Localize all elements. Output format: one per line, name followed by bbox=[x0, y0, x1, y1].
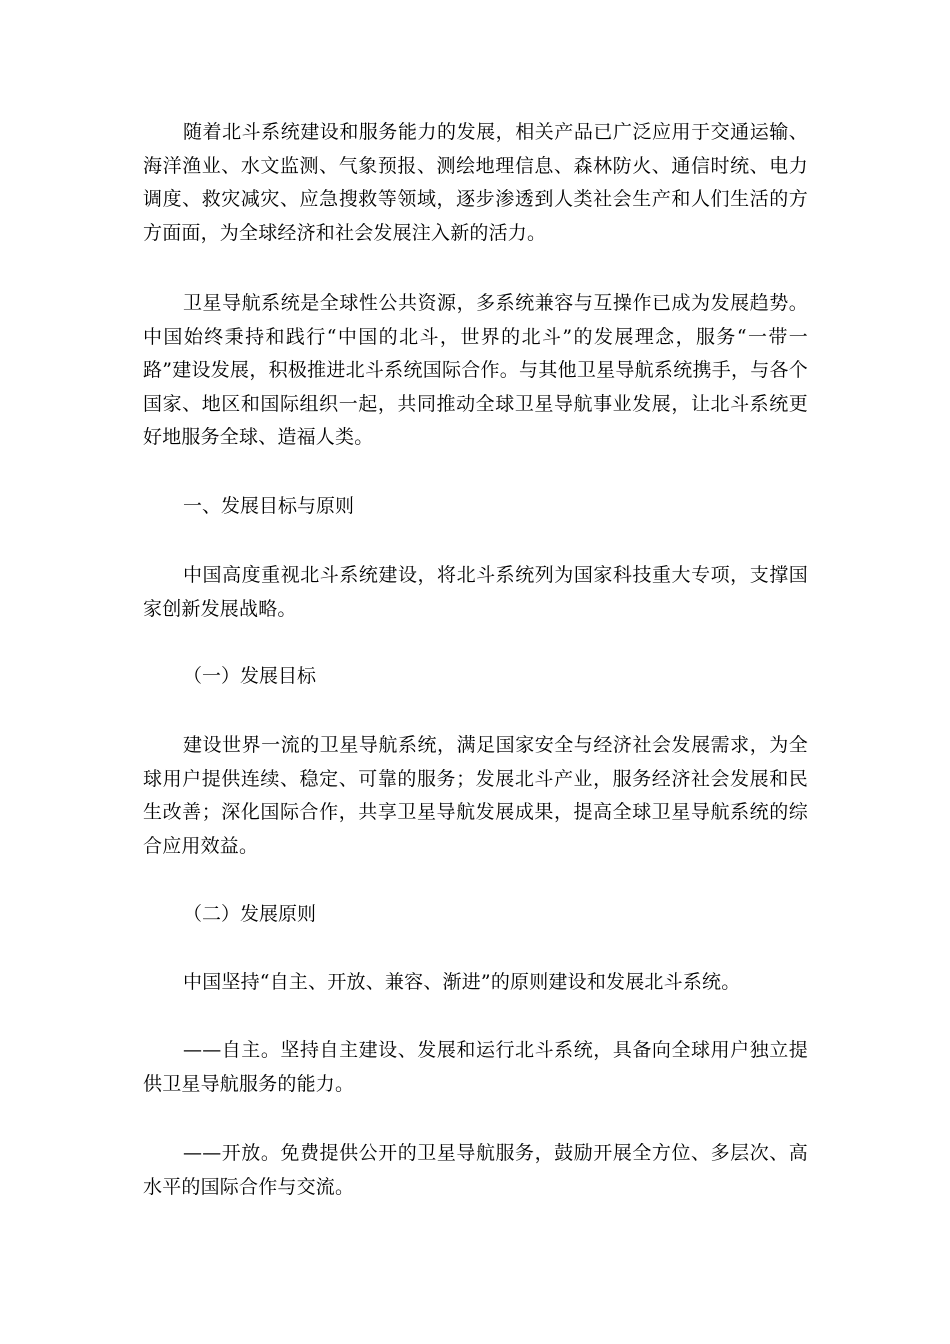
subheading-development-principles: （二）发展原则 bbox=[183, 903, 317, 925]
paragraph-principles-summary: 中国坚持“自主、开放、兼容、渐进”的原则建设和发展北斗系统。 bbox=[183, 971, 741, 993]
paragraph-national-priority: 中国高度重视北斗系统建设，将北斗系统列为国家科技重大专项，支撑国家创新发展战略。 bbox=[143, 564, 808, 620]
subheading-development-goals: （一）发展目标 bbox=[183, 665, 317, 687]
paragraph-goals-detail: 建设世界一流的卫星导航系统，满足国家安全与经济社会发展需求，为全球用户提供连续、稳定、可靠的服务；发展北斗产业，服务经济社会发展和民生改善；深化国际合作，共享卫星导航发展成果，提高全球卫星导航系统的综合应用效益。 bbox=[143, 734, 808, 857]
paragraph-international-cooperation: 卫星导航系统是全球性公共资源，多系统兼容与互操作已成为发展趋势。中国始终秉持和践行“中国的北斗，世界的北斗”的发展理念，服务“一带一路”建设发展，积极推进北斗系统国际合作。与其他卫星导航系统携手，与各个国家、地区和国际组织一起，共同推动全球卫星导航事业发展，让北斗系统更好地服务全球、造福人类。 bbox=[143, 292, 808, 448]
section-heading-goals-principles: 一、发展目标与原则 bbox=[183, 495, 355, 517]
paragraph-application-fields: 随着北斗系统建设和服务能力的发展，相关产品已广泛应用于交通运输、海洋渔业、水文监测、气象预报、测绘地理信息、森林防火、通信时统、电力调度、救灾减灾、应急搜救等领域，逐步渗透到人类社会生产和人们生活的方方面面，为全球经济和社会发展注入新的活力。 bbox=[143, 121, 808, 244]
paragraph-principle-open: ——开放。免费提供公开的卫星导航服务，鼓励开展全方位、多层次、高水平的国际合作与交流。 bbox=[143, 1142, 808, 1198]
paragraph-principle-independent: ——自主。坚持自主建设、发展和运行北斗系统，具备向全球用户独立提供卫星导航服务的能力。 bbox=[143, 1039, 808, 1095]
